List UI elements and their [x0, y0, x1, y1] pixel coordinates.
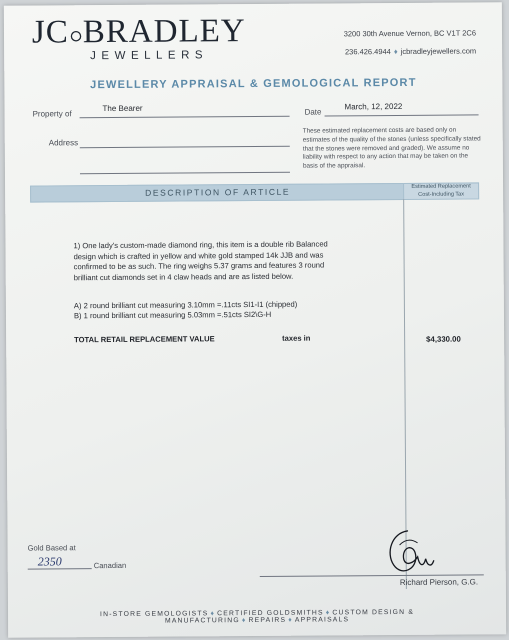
- total-label: TOTAL RETAIL REPLACEMENT VALUE: [74, 334, 215, 345]
- disclaimer-text: These estimated replacement costs are based only on estimates of the quality of the stones (unless specifically stated that the stones were removed and graded). We assume no liability with respect to any action that may be taken on the basis of the appraisal.: [302, 126, 481, 170]
- stone-item-a: A) 2 round brilliant cut measuring 3.10mm =.11cts SI1-I1 (chipped): [73, 299, 298, 311]
- store-address: 3200 30th Avenue Vernon, BC V1T 2C6: [343, 28, 477, 39]
- logo-wordmark: JC BRADLEY: [31, 13, 246, 51]
- footer-item: REPAIRS: [248, 616, 287, 625]
- address-line-1: [80, 146, 290, 148]
- gold-currency: Canadian: [93, 560, 127, 571]
- footer-item: APPRAISALS: [294, 616, 350, 624]
- gold-value: 2350: [37, 554, 62, 569]
- logo-diamond-mark: [70, 29, 82, 43]
- contact-block: [344, 24, 477, 61]
- report-title: JEWELLERY APPRAISAL & GEMOLOGICAL REPORT: [90, 76, 417, 92]
- store-website: jcbradleyjewellers.com: [400, 46, 477, 56]
- date-line: [325, 114, 479, 116]
- diamond-separator-icon: ♦: [241, 617, 247, 625]
- diamond-separator-icon: ♦: [210, 610, 216, 618]
- footer-services: [20, 608, 494, 625]
- property-line: [80, 116, 290, 118]
- appraisal-document: [4, 2, 506, 637]
- total-value: $4,330.00: [426, 334, 461, 344]
- footer-item: CUSTOM DESIGN & MANUFACTURING: [164, 608, 415, 625]
- item-description: 1) One lady's custom-made diamond ring, this item is a double rib Balanced design which is crafted in yellow and white gold stamped 14k JJB and was confirmed to be as such. The ring weighs 5.37 grams and features 3 round brilliant cut diamonds set in 4 claw heads and are as listed below.: [73, 239, 328, 282]
- diamond-separator-icon: ♦: [288, 616, 293, 624]
- address-label: Address: [48, 138, 79, 148]
- signature-line: [260, 574, 484, 577]
- cost-column-header: Estimated Replacement Cost-Including Tax: [403, 182, 479, 200]
- logo-subtitle: JEWELLERS: [90, 49, 209, 63]
- stone-item-b: B) 1 round brilliant cut measuring 5.03mm =.51cts SI2\G-H: [73, 309, 272, 321]
- contact-line: [344, 42, 476, 61]
- company-logo: [32, 14, 246, 62]
- diamond-separator-icon: ♦: [393, 46, 398, 57]
- address-line-2: [80, 172, 290, 174]
- date-label: Date: [304, 107, 322, 117]
- store-phone: 236.426.4944: [344, 47, 391, 57]
- property-value: The Bearer: [102, 103, 143, 114]
- property-label: Property of: [32, 109, 72, 119]
- diamond-separator-icon: ♦: [325, 609, 331, 617]
- appraiser-name: Richard Pierson, G.G.: [399, 577, 479, 587]
- footer-item: CERTIFIED GOLDSMITHS: [217, 609, 324, 618]
- footer-item: IN-STORE GEMOLOGISTS: [99, 610, 209, 619]
- date-value: March, 12, 2022: [344, 101, 403, 112]
- signature-icon: [377, 523, 447, 581]
- gold-label: Gold Based at: [27, 543, 76, 553]
- taxes-note: taxes in: [282, 333, 311, 343]
- description-header: DESCRIPTION OF ARTICLE: [30, 183, 405, 203]
